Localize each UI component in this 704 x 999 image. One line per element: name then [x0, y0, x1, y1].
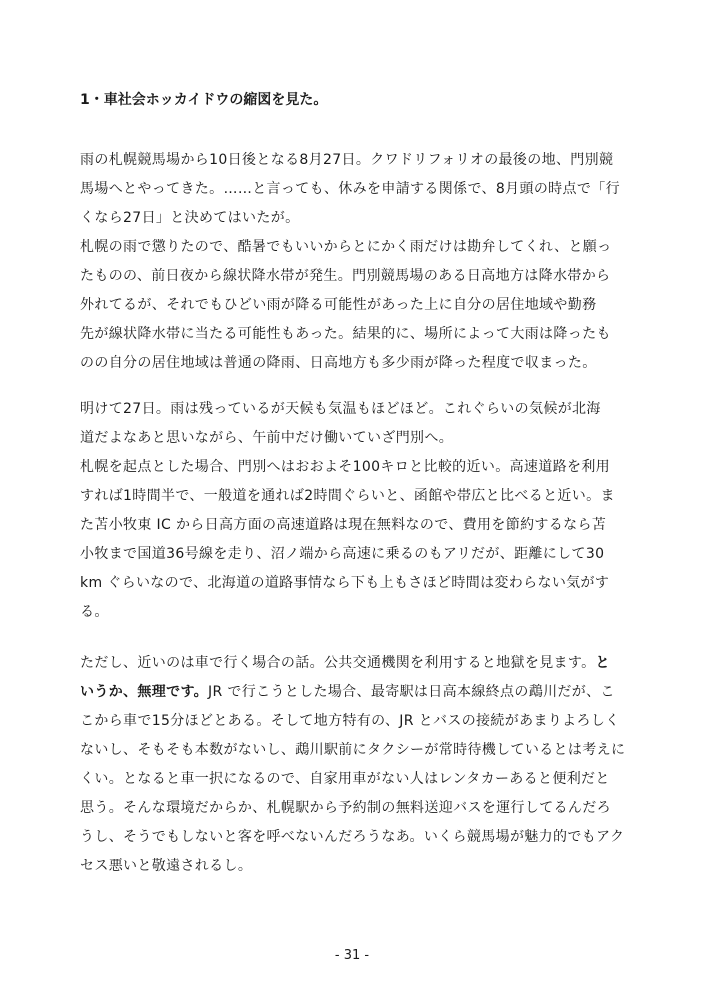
paragraph-line: こから車で15分ほどとある。そして地方特有の、JR とバスの接続があまりよろしく: [80, 713, 620, 729]
paragraph-line: 札幌を起点とした場合、門別へはおおよそ100キロと比較的近い。高速道路を利用: [80, 459, 611, 475]
paragraph-line: ないし、そもそも本数がないし、鵡川駅前にタクシーが常時待機しているとは考えに: [80, 742, 626, 758]
paragraph-line: 外れてるが、それでもひどい雨が降る可能性があった上に自分の居住地域や勤務: [80, 297, 597, 313]
paragraph-2: [80, 395, 640, 627]
paragraph-line: [80, 649, 640, 678]
paragraph-line: すれば1時間半で、一般道を通れば2時間ぐらいと、函館や帯広と比べると近い。ま: [80, 488, 615, 504]
paragraph-1: [80, 146, 640, 378]
paragraph-line: 思う。そんな環境だからか、札幌駅から予約制の無料送迎バスを運行してるんだろ: [80, 800, 611, 816]
paragraph-line: くなら27日」と決めてはいたが。: [80, 210, 300, 226]
paragraph-line: 馬場へとやってきた。……と言っても、休みを申請する関係で、8月頭の時点で「行: [80, 181, 620, 197]
paragraph-line: 小牧まで国道36号線を走り、沼ノ端から高速に乗るのもアリだが、距離にして30: [80, 546, 605, 562]
paragraph-line: 明けて27日。雨は残っているが天候も気温もほどほど。これぐらいの気候が北海: [80, 401, 601, 417]
paragraph-3: [80, 649, 640, 881]
paragraph-line: 先が線状降水帯に当たる可能性もあった。結果的に、場所によって大雨は降ったも: [80, 326, 611, 342]
paragraph-line: km ぐらいなので、北海道の道路事情なら下も上もさほど時間は変わらない気がす: [80, 575, 610, 591]
page-number: - 31 -: [334, 948, 370, 963]
paragraph-line: のの自分の居住地域は普通の降雨、日高地方も多少雨が降った程度で収まった。: [80, 355, 597, 371]
paragraph-line: [80, 678, 640, 707]
paragraph-line: 札幌の雨で懲りたので、酷暑でもいいからとにかく雨だけは勘弁してくれ、と願っ: [80, 239, 612, 255]
paragraph-line: たものの、前日夜から線状降水帯が発生。門別競馬場のある日高地方は降水帯から: [80, 268, 611, 284]
emphasis-text: と: [595, 655, 610, 671]
paragraph-line: うし、そうでもしないと客を呼べないんだろうなあ。いくら競馬場が魅力的でもアク: [80, 829, 625, 845]
paragraph-text: ただし、近いのは車で行く場合の話。公共交通機関を利用すると地獄を見ます。: [80, 655, 596, 671]
paragraph-line: くい。となると車一択になるので、自家用車がない人はレンタカーあると便利だと: [80, 771, 610, 787]
paragraph-line: た苫小牧東 IC から日高方面の高速道路は現在無料なので、費用を節約するなら苫: [80, 517, 607, 533]
paragraph-text: JR で行こうとした場合、最寄駅は日高本線終点の鵡川だが、こ: [208, 684, 615, 700]
paragraph-line: 雨の札幌競馬場から10日後となる8月27日。クワドリフォリオの最後の地、門別競: [80, 152, 614, 168]
paragraph-line: る。: [80, 604, 109, 620]
section-heading: 1・車社会ホッカイドウの縮図を見た。: [80, 92, 328, 108]
paragraph-line: 道だよなあと思いながら、午前中だけ働いていざ門別へ。: [80, 430, 454, 446]
paragraph-line: セス悪いと敬遠されるし。: [80, 858, 253, 874]
emphasis-text: いうか、無理です。: [80, 684, 209, 700]
